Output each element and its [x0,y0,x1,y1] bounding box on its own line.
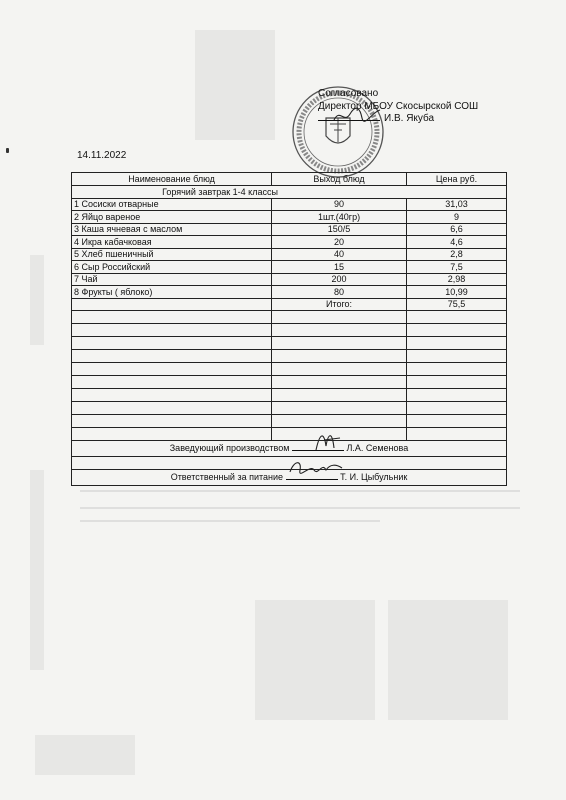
production-signature-row [72,441,507,457]
production-handwritten-signature [310,428,350,454]
table-row [72,261,507,274]
production-signature [72,443,506,453]
dish-output: 15 [272,261,407,274]
dish-output: 150/5 [272,223,407,236]
blank-row [72,376,507,389]
header-output: Выход блюд [272,173,407,186]
dish-name: 8 Фрукты ( яблоко) [72,286,272,299]
blank-row [72,337,507,350]
signature-line [286,479,338,480]
dish-output: 80 [272,286,407,299]
table-row [72,236,507,249]
empty-cell [72,376,272,389]
director-name: И.В. Якуба [384,113,435,124]
empty-cell [406,337,506,350]
dish-name: 5 Хлеб пшеничный [72,248,272,261]
dish-output: 200 [272,273,407,286]
nutrition-label: Ответственный за питание [170,472,284,482]
header-dish-name: Наименование блюд [72,173,272,186]
blank-row [72,402,507,415]
dish-price: 2,8 [406,248,506,261]
show-through-line [80,507,520,509]
total-row [72,298,507,311]
empty-cell [272,389,407,402]
dish-price: 31,03 [406,198,506,211]
blank-row [72,350,507,363]
table-row [72,211,507,224]
blank-row [72,363,507,376]
dish-output: 90 [272,198,407,211]
dish-name: 7 Чай [72,273,272,286]
empty-cell [406,428,506,441]
blank-row [72,324,507,337]
dish-name: 2 Яйцо вареное [72,211,272,224]
dish-name: 1 Сосиски отварные [72,198,272,211]
blank-row [72,311,507,324]
table-row [72,223,507,236]
empty-cell [272,415,407,428]
table-row [72,273,507,286]
table-row [72,248,507,261]
nutrition-name: Т. И. Цыбульник [340,472,408,482]
dish-price: 6,6 [406,223,506,236]
total-label: Итого: [272,298,407,311]
empty-cell [272,363,407,376]
empty-cell [72,298,272,311]
empty-cell [72,428,272,441]
approval-title: Согласовано [318,88,379,99]
dish-output: 40 [272,248,407,261]
empty-cell [72,311,272,324]
table-row [72,286,507,299]
empty-cell [72,324,272,337]
empty-cell [72,389,272,402]
empty-cell [72,363,272,376]
dish-price: 2,98 [406,273,506,286]
empty-cell [72,402,272,415]
dish-name: 3 Каша ячневая с маслом [72,223,272,236]
production-label: Заведующий производством [169,443,290,453]
show-through-block [30,255,44,345]
approval-position: Директор МБОУ Скосырской СОШ [318,100,479,112]
show-through-block [388,600,508,720]
dish-name: 4 Икра кабачковая [72,236,272,249]
empty-cell [406,350,506,363]
dish-output: 1шт.(40гр) [272,211,407,224]
empty-cell [72,350,272,363]
director-signature [332,106,382,126]
nutrition-handwritten-signature [288,456,344,478]
blank-row [72,415,507,428]
empty-cell [406,311,506,324]
dish-price: 7,5 [406,261,506,274]
dish-output: 20 [272,236,407,249]
show-through-block [30,470,44,670]
empty-cell [272,376,407,389]
dish-price: 9 [406,211,506,224]
empty-cell [406,324,506,337]
show-through-block [255,600,375,720]
table-header-row [72,173,507,186]
menu-table [71,172,507,486]
blank-row [72,389,507,402]
menu-date: 14.11.2022 [77,150,127,161]
show-through-block [195,30,275,140]
empty-cell [406,415,506,428]
empty-cell [72,415,272,428]
production-signature-cell [72,441,507,457]
total-value: 75,5 [406,298,506,311]
dish-price: 10,99 [406,286,506,299]
empty-cell [406,376,506,389]
dish-price: 4,6 [406,236,506,249]
header-price: Цена руб. [406,173,506,186]
empty-cell [406,363,506,376]
section-title: Горячий завтрак 1-4 классы [72,186,507,199]
table-row [72,198,507,211]
empty-cell [272,350,407,363]
empty-cell [72,337,272,350]
empty-cell [272,324,407,337]
blank-row [72,428,507,441]
empty-cell [406,389,506,402]
empty-cell [272,337,407,350]
dish-name: 6 Сыр Российский [72,261,272,274]
scan-mark [6,148,9,153]
empty-cell [272,311,407,324]
empty-cell [272,402,407,415]
show-through-block [35,735,135,775]
empty-cell [406,402,506,415]
production-name: Л.А. Семенова [346,443,409,453]
show-through-line [80,490,520,492]
section-row [72,186,507,199]
show-through-line [80,520,380,522]
